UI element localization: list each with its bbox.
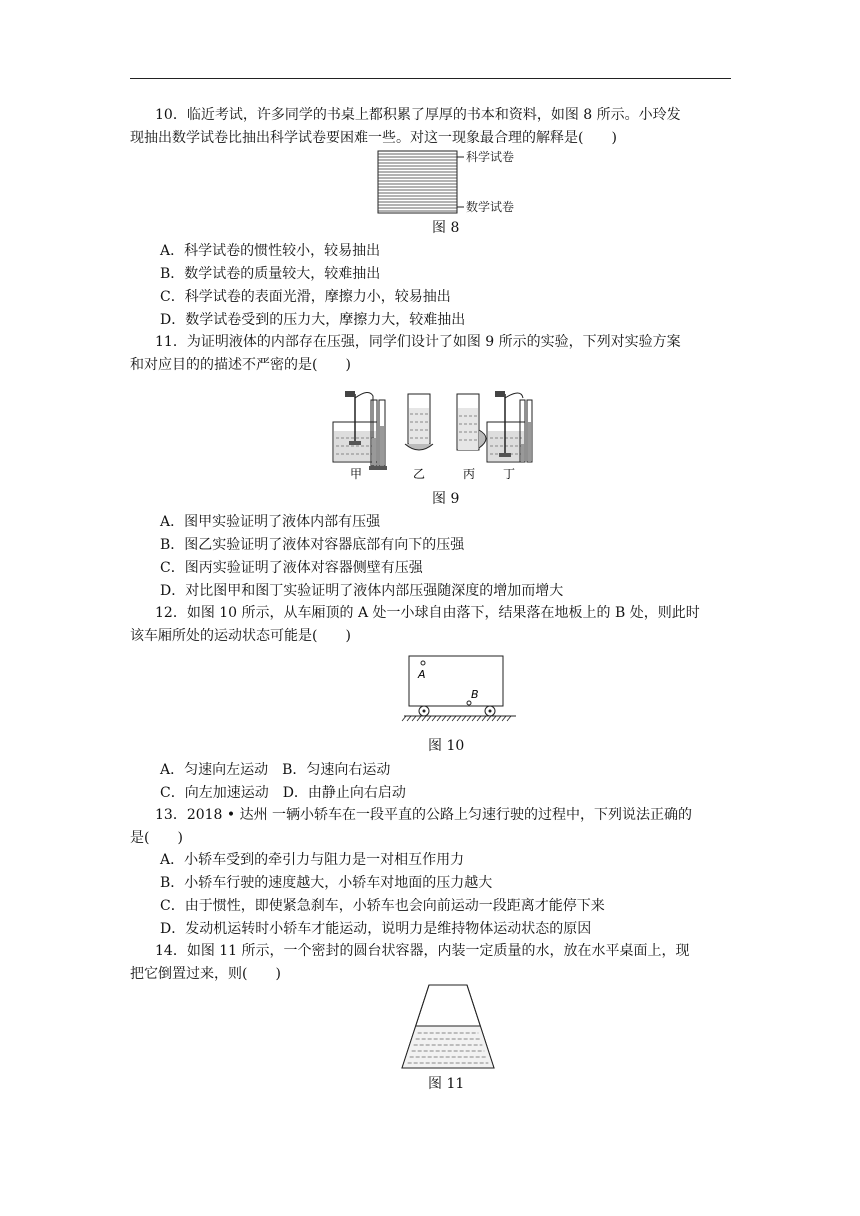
figure-8-caption: 图 8 — [432, 220, 460, 236]
figure-8-label-math: 数学试卷 — [466, 200, 515, 214]
figure-9-bing — [457, 394, 486, 450]
q10-option-a[interactable]: A．科学试卷的惯性较小，较易抽出 — [160, 243, 381, 259]
q11-option-b[interactable]: B．图乙实验证明了液体对容器底部有向下的压强 — [160, 537, 465, 553]
figure-9-ding — [487, 391, 532, 462]
q11-stem-line1: 11．为证明液体的内部存在压强，同学们设计了如图 9 所示的实验，下列对实验方案 — [155, 334, 681, 350]
q12-options-row2[interactable]: C．向左加速运动 D．由静止向右启动 — [160, 785, 406, 801]
header-rule — [130, 78, 731, 79]
q11-stem-line2: 和对应目的的描述不严密的是( ) — [130, 357, 351, 373]
figure-9-label-bing: 丙 — [462, 467, 476, 481]
figure-11-caption: 图 11 — [428, 1076, 465, 1092]
q13-option-b[interactable]: B．小轿车行驶的速度越大，小轿车对地面的压力越大 — [160, 875, 493, 891]
figure-10-train-car — [400, 652, 520, 724]
q14-stem-line2: 把它倒置过来，则( ) — [130, 966, 281, 982]
figure-10-label-b: B — [471, 688, 479, 701]
q13-option-a[interactable]: A．小轿车受到的牵引力与阻力是一对相互作用力 — [160, 852, 465, 868]
q13-stem-line2: 是( ) — [130, 830, 183, 846]
q13-option-c[interactable]: C．由于惯性，即使紧急刹车，小轿车也会向前运动一段距离才能停下来 — [160, 898, 605, 914]
q10-option-b[interactable]: B．数学试卷的质量较大，较难抽出 — [160, 266, 381, 282]
q10-stem-line2: 现抽出数学试卷比抽出科学试卷要困难一些。对这一现象最合理的解释是( ) — [130, 130, 617, 146]
figure-9-jia — [333, 391, 387, 470]
figure-10-ball-b — [467, 701, 471, 705]
q13-option-d[interactable]: D．发动机运转时小轿车才能运动，说明力是维持物体运动状态的原因 — [160, 921, 592, 937]
q12-options-row1[interactable]: A．匀速向左运动 B．匀速向右运动 — [160, 762, 391, 778]
figure-9-caption: 图 9 — [432, 491, 460, 507]
q11-option-a[interactable]: A．图甲实验证明了液体内部有压强 — [160, 514, 381, 530]
q14-stem-line1: 14．如图 11 所示，一个密封的圆台状容器，内装一定质量的水，放在水平桌面上，现 — [155, 943, 690, 959]
figure-9-label-yi: 乙 — [412, 467, 426, 481]
q11-option-c[interactable]: C．图丙实验证明了液体对容器侧壁有压强 — [160, 560, 423, 576]
q10-option-d[interactable]: D．数学试卷受到的压力大，摩擦力大，较难抽出 — [160, 312, 466, 328]
q13-stem-line1: 13．2018 • 达州 一辆小轿车在一段平直的公路上匀速行驶的过程中，下列说法正确的 — [155, 807, 693, 823]
q12-stem-line2: 该车厢所处的运动状态可能是( ) — [130, 628, 351, 644]
figure-10-caption: 图 10 — [428, 738, 465, 754]
figure-9-experiments — [325, 386, 535, 481]
figure-10-ball-a — [421, 661, 425, 665]
figure-10-label-a: A — [418, 668, 426, 681]
figure-9-label-jia: 甲 — [349, 467, 363, 481]
figure-8-paper-stack — [370, 148, 530, 218]
figure-9-yi — [405, 394, 433, 450]
q10-stem-line1: 10．临近考试，许多同学的书桌上都积累了厚厚的书本和资料，如图 8 所示。小玲发 — [155, 107, 681, 123]
q11-option-d[interactable]: D．对比图甲和图丁实验证明了液体内部压强随深度的增加而增大 — [160, 583, 564, 599]
q10-option-c[interactable]: C．科学试卷的表面光滑，摩擦力小，较易抽出 — [160, 289, 451, 305]
figure-8-label-science: 科学试卷 — [466, 150, 515, 164]
figure-9-label-ding: 丁 — [502, 467, 516, 481]
figure-11-frustum-container — [398, 980, 498, 1072]
q12-stem-line1: 12．如图 10 所示，从车厢顶的 A 处一小球自由落下，结果落在地板上的 B 处，则此时 — [155, 605, 700, 621]
